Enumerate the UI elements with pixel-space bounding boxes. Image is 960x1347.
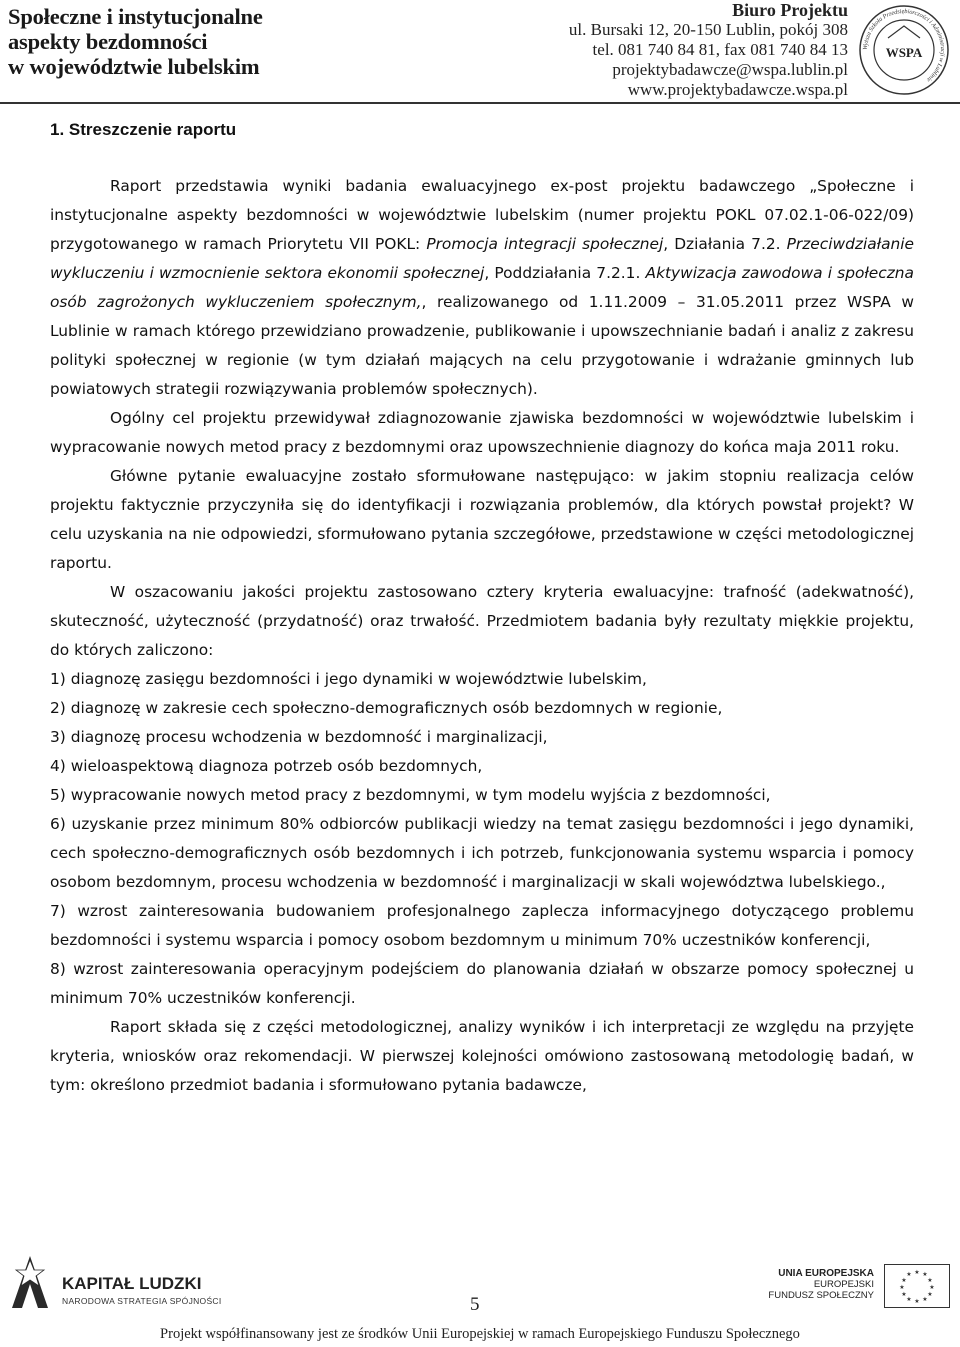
funding-note: Projekt współfinansowany jest ze środków Unii Europejskiej w ramach Europejskiego Funduszu Społecznego: [160, 1326, 800, 1342]
kapital-ludzki-logo: [10, 1254, 50, 1310]
list-item: 4) wieloaspektową diagnoza potrzeb osób bezdomnych,: [50, 757, 483, 775]
svg-text:★: ★: [914, 1269, 920, 1276]
list-item: 6) uzyskanie przez minimum 80% odbiorców publikacji wiedzy na temat zasięgu bezdomności i jego dynamiki, cech społeczno-demograficznych osób bezdomnych i ich potrzeb, funkcjonowania systemu wsparcia i pomocy osobom bezdomnym, procesu wchodzenia w bezdomność i marginalizacji w skali województwa lubelskiego.,: [50, 815, 914, 891]
svg-text:★: ★: [901, 1277, 907, 1284]
paragraph-structure: Raport składa się z części metodologicznej, analizy wyników i ich interpretacji ze względu na przyjęte kryteria, wniosków oraz rekomendacji. W pierwszej kolejności omówiono zastosowaną metodologię badań, w tym: określono przedmiot badania i sformułowano pytania badawcze,: [50, 1018, 914, 1094]
svg-text:★: ★: [906, 1271, 912, 1278]
svg-text:★: ★: [927, 1277, 933, 1284]
eu-label-line-2: EUROPEJSKI: [813, 1279, 874, 1290]
svg-text:★: ★: [914, 1298, 920, 1305]
eu-label-line-1: UNIA EUROPEJSKA: [778, 1268, 874, 1279]
list-item: 8) wzrost zainteresowania operacyjnym podejściem do planowania działań w obszarze pomocy społecznej u minimum 70% uczestników konferencji.: [50, 960, 914, 1007]
project-office-block: [569, 0, 848, 100]
svg-text:★: ★: [927, 1291, 933, 1298]
list-item: 2) diagnozę w zakresie cech społeczno-demograficznych osób bezdomnych w regionie,: [50, 699, 723, 717]
list-item: 5) wypracowanie nowych metod pracy z bezdomnymi, w tym modelu wyjścia z bezdomności,: [50, 786, 771, 804]
office-email-link[interactable]: projektybadawcze@wspa.lublin.pl: [612, 60, 848, 79]
kapital-ludzki-subtitle: NARODOWA STRATEGIA SPÓJNOŚCI: [62, 1296, 222, 1306]
eu-label-line-3: FUNDUSZ SPOŁECZNY: [768, 1290, 874, 1301]
header-divider: [0, 102, 960, 104]
logo-ring-text: Wyższa Szkoła Przedsiębiorczości i Administracji w Lublinie: [861, 7, 947, 84]
svg-text:★: ★: [899, 1284, 905, 1291]
office-title: Biuro Projektu: [732, 0, 848, 20]
office-website-link[interactable]: www.projektybadawcze.wspa.pl: [627, 80, 848, 99]
paragraph-criteria: W oszacowaniu jakości projektu zastosowano cztery kryteria ewaluacyjne: trafność (adekwatność), skuteczność, użyteczność (przydatność) oraz trwałość. Przedmiotem badania były rezultaty miękkie projektu, do których zaliczono:: [50, 583, 914, 659]
list-item: 3) diagnozę procesu wchodzenia w bezdomność i marginalizacji,: [50, 728, 548, 746]
svg-text:★: ★: [906, 1296, 912, 1303]
intro-italic-1: Promocja integracji społecznej: [426, 235, 664, 253]
paragraph-question: Główne pytanie ewaluacyjne zostało sformułowane następująco: w jakim stopniu realizacja celów projektu faktycznie przyczyniła się do identyfikacji i rozwiązania problemów, dla których powstał projekt? W celu uzyskania na nie odpowiedzi, sformułowano pytania szczegółowe, przedstawione w części metodologicznej raportu.: [50, 467, 914, 572]
page-header: [0, 0, 960, 100]
logo-text: WSPA: [885, 45, 923, 60]
page-number: 5: [470, 1294, 480, 1315]
project-title-line-3: w województwie lubelskim: [8, 54, 260, 79]
section-heading: 1. Streszczenie raportu: [50, 120, 237, 139]
paragraph-intro: [50, 172, 914, 404]
intro-italic-3: Aktywizacja zawodowa i społeczna osób zagrożonych wykluczeniem społecznym,: [50, 264, 914, 311]
svg-text:★: ★: [901, 1291, 907, 1298]
project-title-line-1: Społeczne i instytucjonalne: [8, 4, 263, 29]
list-item: 7) wzrost zainteresowania budowaniem profesjonalnego zaplecza informacyjnego dotyczącego problemu bezdomności i systemu wsparcia i pomocy osobom bezdomnym u minimum 70% uczestników konferencji,: [50, 902, 914, 949]
office-phone: tel. 081 740 84 81, fax 081 740 84 13: [592, 40, 848, 59]
wspa-logo: [858, 4, 950, 96]
intro-text-3: , Poddziałania 7.2.1.: [484, 264, 646, 282]
paragraph-goal: Ogólny cel projektu przewidywał zdiagnozowanie zjawiska bezdomności w województwie lubelskim i wypracowanie nowych metod pracy z bezdomnymi oraz upowszechnienie diagnozy do końca maja 2011 roku.: [50, 409, 914, 456]
intro-text-2: , Działania 7.2.: [663, 235, 787, 253]
project-title: [8, 4, 263, 79]
intro-text-1: Raport przedstawia wyniki badania ewaluacyjnego ex-post projektu badawczego „Społeczne i instytucjonalne aspekty bezdomności w województwie lubelskim (numer projektu POKL 07.02.1-06-022/09) przygotowanego w ramach Priorytetu VII POKL:: [50, 177, 914, 253]
svg-text:★: ★: [922, 1271, 928, 1278]
list-item: 1) diagnozę zasięgu bezdomności i jego dynamiki w województwie lubelskim,: [50, 670, 647, 688]
office-address: ul. Bursaki 12, 20-150 Lublin, pokój 308: [568, 20, 848, 39]
svg-text:★: ★: [922, 1296, 928, 1303]
intro-text-4: , realizowanego od 1.11.2009 – 31.05.2011 przez WSPA w Lublinie w ramach którego przewidziano prowadzenie, publikowanie i upowszechnianie badań i analiz z zakresu polityki społecznej w regionie (w tym działań mających na celu przygotowanie i wdrażanie gminnych lub powiatowych strategii rozwiązywania problemów społecznych).: [50, 293, 914, 398]
intro-italic-2: Przeciwdziałanie wykluczeniu i wzmocnienie sektora ekonomii społecznej: [50, 235, 914, 282]
eu-label: [768, 1268, 874, 1301]
project-title-line-2: aspekty bezdomności: [8, 29, 208, 54]
report-summary-body: [50, 172, 914, 1100]
eu-flag-icon: [884, 1264, 950, 1308]
svg-text:★: ★: [929, 1284, 935, 1291]
page-footer: [0, 1240, 960, 1347]
kapital-ludzki-title: KAPITAŁ LUDZKI: [62, 1274, 202, 1293]
